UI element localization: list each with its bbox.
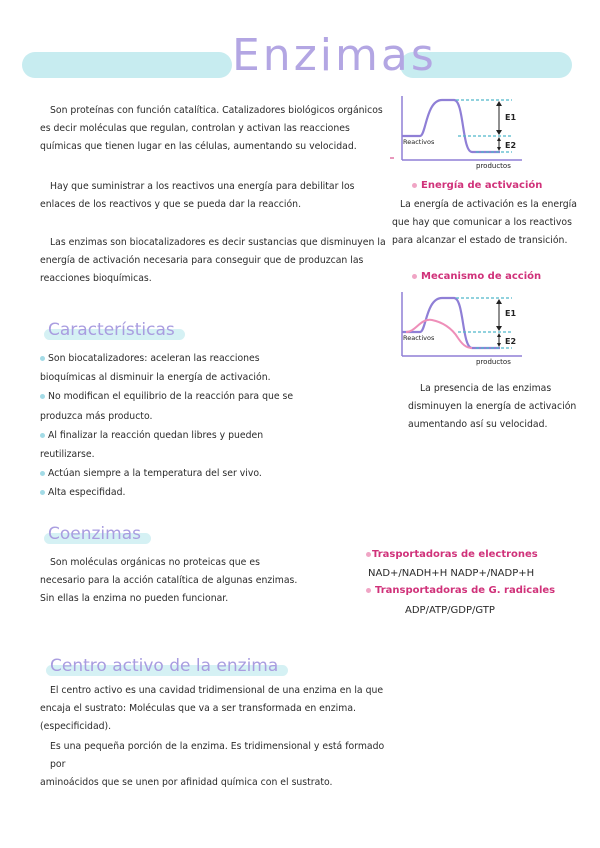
coenzimas-paragraph bbox=[40, 554, 360, 608]
transportadoras-electrones-formula: NAD+/NADH+H NADP+/NADP+H bbox=[368, 568, 535, 579]
list-item: reutilizarse. bbox=[40, 449, 95, 461]
bullet-dot-icon bbox=[40, 490, 45, 495]
diagram-label-e2: E2 bbox=[505, 337, 517, 346]
intro-line: energía de activación necesaria para conseguir que de produzcan las bbox=[40, 255, 364, 266]
list-item: Alta especifidad. bbox=[40, 483, 380, 502]
enzyme-mechanism-diagram bbox=[372, 288, 532, 368]
bullet-dot-icon bbox=[40, 394, 45, 399]
energia-activacion-heading: Energía de activación bbox=[412, 180, 542, 191]
intro-line: Son proteínas con función catalítica. Catalizadores biológicos orgánicos bbox=[50, 105, 383, 116]
energia-activacion-text: La energía de activación es la energía que hay que comunicar a los reactivos para alcanzar el estado de transición. bbox=[392, 199, 577, 246]
intro-paragraph-3 bbox=[40, 234, 390, 288]
list-item: Son biocatalizadores: aceleran las reacciones bbox=[40, 349, 380, 368]
list-item: No modifican el equilibrio de la reacción para que se bbox=[40, 387, 380, 406]
centro-line: (especificidad). bbox=[40, 721, 112, 732]
transportadoras-electrones-label: Trasportadoras de electrones bbox=[366, 549, 538, 560]
intro-line: Las enzimas son biocatalizadores es decir sustancias que disminuyen la bbox=[50, 237, 386, 248]
bullet-dot-icon bbox=[412, 183, 417, 188]
diagram-label-productos: productos bbox=[476, 162, 511, 170]
heading-centro-activo: Centro activo de la enzima bbox=[50, 656, 278, 676]
list-item: Al finalizar la reacción quedan libres y pueden bbox=[40, 426, 380, 445]
caracteristicas-list bbox=[40, 349, 380, 503]
activation-energy-diagram bbox=[372, 92, 532, 172]
coenzimas-line: necesario para la acción catalítica de algunas enzimas. bbox=[40, 575, 298, 586]
diagram-label-reactivos: Reactivos bbox=[403, 138, 435, 146]
intro-paragraph-2 bbox=[40, 178, 390, 214]
list-item: produzca más producto. bbox=[40, 410, 153, 422]
diagram-label-e1: E1 bbox=[505, 309, 517, 318]
intro-line: Hay que suministrar a los reactivos una energía para debilitar los bbox=[50, 181, 355, 192]
transportadoras-radicales-label: Transportadoras de G. radicales bbox=[366, 585, 555, 596]
centro-line: aminoácidos que se unen por afinidad química con el sustrato. bbox=[40, 777, 333, 788]
centro-line: Es una pequeña porción de la enzima. Es tridimensional y está formado por bbox=[50, 741, 385, 770]
bullet-dot-icon bbox=[40, 356, 45, 361]
centro-line: El centro activo es una cavidad tridimensional de una enzima en la que bbox=[50, 685, 384, 696]
list-item: bioquímicas al disminuir la energía de activación. bbox=[40, 372, 271, 384]
centro-paragraph-2 bbox=[40, 738, 400, 792]
coenzimas-line: Son moléculas orgánicas no proteicas que es bbox=[50, 557, 260, 568]
intro-paragraph-1 bbox=[40, 102, 390, 156]
diagram-label-productos: productos bbox=[476, 358, 511, 366]
bullet-dot-icon bbox=[366, 588, 371, 593]
diagram-label-e1: E1 bbox=[505, 113, 517, 122]
intro-line: enlaces de los reactivos y que se pueda dar la reacción. bbox=[40, 199, 302, 210]
title-banner-left bbox=[22, 52, 232, 78]
heading-coenzimas: Coenzimas bbox=[48, 524, 141, 544]
bullet-dot-icon bbox=[40, 471, 45, 476]
intro-line: químicas que tienen lugar en las células, aumentando su velocidad. bbox=[40, 141, 357, 152]
diagram-label-e2: E2 bbox=[505, 141, 517, 150]
bullet-dot-icon bbox=[366, 552, 371, 557]
diagram-label-reactivos: Reactivos bbox=[403, 334, 435, 342]
list-item: Actúan siempre a la temperatura del ser vivo. bbox=[40, 464, 380, 483]
mecanismo-text: La presencia de las enzimas disminuyen la energía de activación aumentando así su velocidad. bbox=[408, 383, 577, 430]
bullet-dot-icon bbox=[412, 274, 417, 279]
transportadoras-radicales-formula: ADP/ATP/GDP/GTP bbox=[405, 605, 495, 616]
centro-paragraph-1 bbox=[40, 682, 400, 736]
bullet-dot-icon bbox=[40, 433, 45, 438]
mecanismo-heading: Mecanismo de acción bbox=[412, 271, 541, 282]
page-title: Enzimas bbox=[232, 30, 437, 81]
coenzimas-line: Sin ellas la enzima no pueden funcionar. bbox=[40, 593, 229, 604]
centro-line: encaja el sustrato: Moléculas que va a ser transformada en enzima. bbox=[40, 703, 356, 714]
heading-caracteristicas: Características bbox=[48, 320, 175, 340]
intro-line: reacciones bioquímicas. bbox=[40, 273, 152, 284]
intro-line: es decir moléculas que regulan, controlan y activan las reacciones bbox=[40, 123, 350, 134]
